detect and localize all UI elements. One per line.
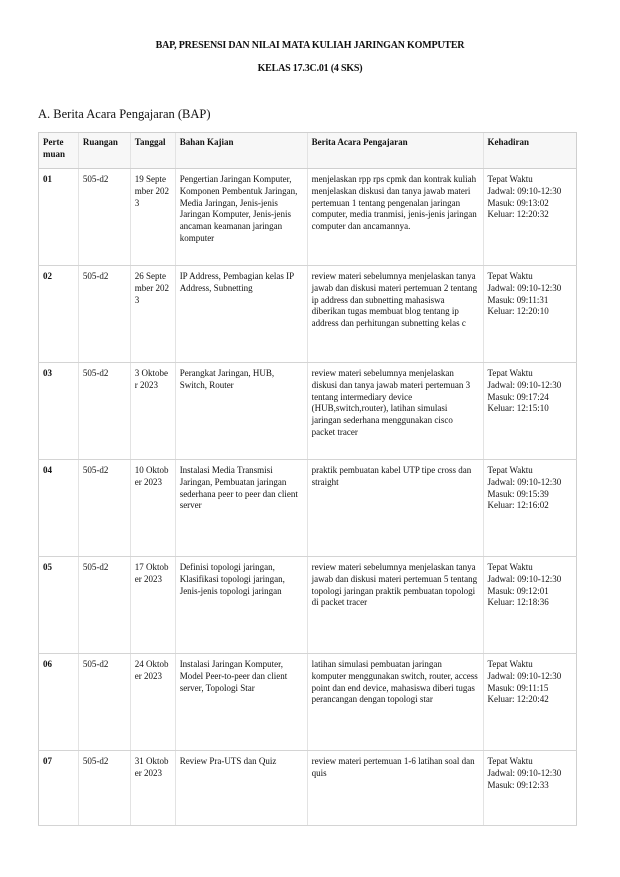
kehadiran-in: Masuk: 09:12:33 (487, 779, 549, 790)
header-tanggal: Tanggal (130, 133, 175, 169)
cell-tanggal: 24 Oktober 2023 (130, 654, 175, 751)
cell-ruangan: 505-d2 (78, 363, 130, 460)
table-header-row (39, 133, 577, 169)
table-row (39, 169, 577, 266)
cell-berita-acara: praktik pembuatan kabel UTP tipe cross dan straight (307, 460, 483, 557)
cell-bahan-kajian: Instalasi Media Transmisi Jaringan, Pembuatan jaringan sederhana peer to peer dan client server (175, 460, 307, 557)
kehadiran-out: Keluar: 12:16:02 (487, 500, 549, 511)
kehadiran-out: Keluar: 12:20:32 (487, 209, 549, 220)
kehadiran-out: Keluar: 12:15:10 (487, 403, 549, 414)
document-title: BAP, PRESENSI DAN NILAI MATA KULIAH JARINGAN KOMPUTER (155, 40, 465, 51)
kehadiran-schedule: Jadwal: 09:10-12:30 (487, 767, 562, 778)
cell-bahan-kajian: Definisi topologi jaringan, Klasifikasi topologi jaringan, Jenis-jenis topologi jaringan (175, 557, 307, 654)
cell-bahan-kajian: IP Address, Pembagian kelas IP Address, Subnetting (175, 266, 307, 363)
cell-pertemuan: 02 (39, 266, 79, 363)
kehadiran-schedule: Jadwal: 09:10-12:30 (487, 282, 562, 293)
table-row (39, 363, 577, 460)
cell-ruangan: 505-d2 (78, 460, 130, 557)
cell-pertemuan: 03 (39, 363, 79, 460)
kehadiran-out: Keluar: 12:18:36 (487, 597, 549, 608)
table-row (39, 266, 577, 363)
cell-berita-acara: review materi sebelumnya menjelaskan diskusi dan tanya jawab materi pertemuan 3 tentang intermediary device (HUB,switch,router), latihan simulasi jaringan sederhana menggunakan cisco packet tracer (307, 363, 483, 460)
cell-kehadiran (483, 654, 577, 751)
bap-table (38, 132, 577, 826)
cell-kehadiran (483, 169, 577, 266)
cell-tanggal: 19 September 2023 (130, 169, 175, 266)
header-ruangan: Ruangan (78, 133, 130, 169)
kehadiran-status: Tepat Waktu (487, 659, 533, 669)
cell-bahan-kajian: Instalasi Jaringan Komputer, Model Peer-to-peer dan client server, Topologi Star (175, 654, 307, 751)
table-row (39, 460, 577, 557)
cell-kehadiran (483, 460, 577, 557)
kehadiran-out: Keluar: 12:20:10 (487, 306, 549, 317)
kehadiran-status: Tepat Waktu (487, 465, 533, 475)
header-berita-acara: Berita Acara Pengajaran (307, 133, 483, 169)
cell-berita-acara: review materi sebelumnya menjelaskan tanya jawab dan diskusi materi pertemuan 2 tentang ip address dan subnetting mahasiswa diberikan tugas membuat blog tentang ip address dan perhitungan subnetting kelas c (307, 266, 483, 363)
cell-tanggal: 31 Oktober 2023 (130, 751, 175, 826)
cell-berita-acara: latihan simulasi pembuatan jaringan komputer menggunakan switch, router, access point dan end device, mahasiswa diberi tugas perancangan dengan topologi star (307, 654, 483, 751)
cell-pertemuan: 04 (39, 460, 79, 557)
cell-pertemuan: 06 (39, 654, 79, 751)
kehadiran-schedule: Jadwal: 09:10-12:30 (487, 670, 562, 681)
header-pertemuan: Perte muan (39, 133, 79, 169)
cell-pertemuan: 05 (39, 557, 79, 654)
cell-ruangan: 505-d2 (78, 169, 130, 266)
kehadiran-out: Keluar: 12:20:42 (487, 694, 549, 705)
kehadiran-schedule: Jadwal: 09:10-12:30 (487, 476, 562, 487)
cell-tanggal: 17 Oktober 2023 (130, 557, 175, 654)
cell-tanggal: 10 Oktober 2023 (130, 460, 175, 557)
cell-ruangan: 505-d2 (78, 654, 130, 751)
cell-pertemuan: 01 (39, 169, 79, 266)
kehadiran-status: Tepat Waktu (487, 756, 533, 766)
kehadiran-status: Tepat Waktu (487, 562, 533, 572)
cell-kehadiran (483, 266, 577, 363)
cell-kehadiran (483, 751, 577, 826)
section-heading: A. Berita Acara Pengajaran (BAP) (38, 107, 211, 121)
kehadiran-in: Masuk: 09:15:39 (487, 488, 549, 499)
cell-tanggal: 3 Oktober 2023 (130, 363, 175, 460)
cell-bahan-kajian: Pengertian Jaringan Komputer, Komponen Pembentuk Jaringan, Media Jaringan, Jenis-jenis Jaringan Komputer, Jenis-jenis ancaman keamanan jaringan komputer (175, 169, 307, 266)
cell-ruangan: 505-d2 (78, 557, 130, 654)
cell-berita-acara: review materi sebelumnya menjelaskan tanya jawab dan diskusi materi pertemuan 5 tentang topologi jaringan praktik pembuatan topologi di packet tracer (307, 557, 483, 654)
kehadiran-status: Tepat Waktu (487, 368, 533, 378)
kehadiran-in: Masuk: 09:12:01 (487, 585, 549, 596)
kehadiran-schedule: Jadwal: 09:10-12:30 (487, 573, 562, 584)
cell-tanggal: 26 September 2023 (130, 266, 175, 363)
cell-kehadiran (483, 557, 577, 654)
class-subtitle: KELAS 17.3C.01 (4 SKS) (257, 63, 363, 74)
cell-kehadiran (483, 363, 577, 460)
kehadiran-status: Tepat Waktu (487, 174, 533, 184)
kehadiran-schedule: Jadwal: 09:10-12:30 (487, 379, 562, 390)
cell-ruangan: 505-d2 (78, 266, 130, 363)
kehadiran-in: Masuk: 09:11:31 (487, 294, 549, 305)
header-kehadiran: Kehadiran (483, 133, 577, 169)
cell-bahan-kajian: Review Pra-UTS dan Quiz (175, 751, 307, 826)
cell-berita-acara: menjelaskan rpp rps cpmk dan kontrak kuliah menjelaskan diskusi dan tanya jawab materi pertemuan 1 tentang pengenalan jaringan computer, media tranmisi, jenis-jenis jaringan computer dan ancamannya. (307, 169, 483, 266)
cell-pertemuan: 07 (39, 751, 79, 826)
table-row (39, 654, 577, 751)
kehadiran-in: Masuk: 09:17:24 (487, 391, 549, 402)
table-row (39, 751, 577, 826)
header-bahan-kajian: Bahan Kajian (175, 133, 307, 169)
kehadiran-status: Tepat Waktu (487, 271, 533, 281)
kehadiran-in: Masuk: 09:11:15 (487, 682, 549, 693)
kehadiran-in: Masuk: 09:13:02 (487, 197, 549, 208)
cell-berita-acara: review materi pertemuan 1-6 latihan soal dan quis (307, 751, 483, 826)
table-row (39, 557, 577, 654)
cell-bahan-kajian: Perangkat Jaringan, HUB, Switch, Router (175, 363, 307, 460)
kehadiran-schedule: Jadwal: 09:10-12:30 (487, 185, 562, 196)
cell-ruangan: 505-d2 (78, 751, 130, 826)
